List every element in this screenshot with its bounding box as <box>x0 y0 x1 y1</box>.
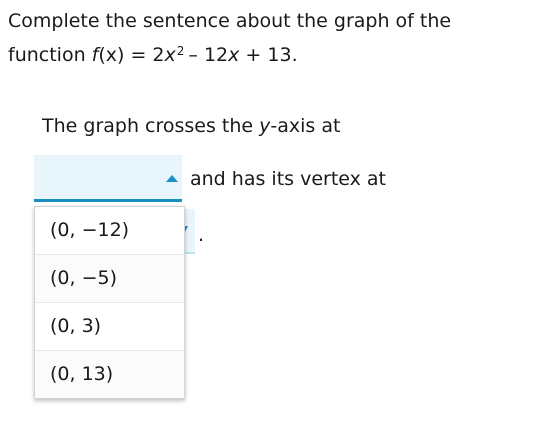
prompt-prefix: function <box>8 44 92 66</box>
sentence-period: . <box>198 224 205 246</box>
sentence-after: -axis at <box>270 115 341 137</box>
constant-term: + 13. <box>239 44 298 66</box>
exponent: 2 <box>176 44 185 58</box>
y-intercept-options-list <box>34 206 185 399</box>
option-item[interactable]: (0, −5) <box>35 254 184 302</box>
x-variable-1: x <box>164 44 176 66</box>
option-item[interactable]: (0, 13) <box>35 350 184 398</box>
x-variable-2: x <box>228 44 240 66</box>
caret-up-icon <box>166 175 178 182</box>
option-item[interactable]: (0, −12) <box>35 207 184 254</box>
function-name: f <box>91 44 99 66</box>
equals-coefficient: = 2 <box>124 44 165 66</box>
axis-variable: y <box>259 115 271 137</box>
minus-term: – 12 <box>188 44 229 66</box>
function-arg: (x) <box>98 44 125 66</box>
prompt-line-1: Complete the sentence about the graph of the <box>8 10 452 32</box>
question-prompt <box>8 4 528 72</box>
sentence-before: The graph crosses the <box>42 115 260 137</box>
option-item[interactable]: (0, 3) <box>35 302 184 350</box>
prompt-line-2 <box>8 38 528 72</box>
y-intercept-dropdown[interactable] <box>34 155 182 202</box>
sentence-start <box>42 113 340 139</box>
vertex-connector-text: and has its vertex at <box>190 168 387 190</box>
